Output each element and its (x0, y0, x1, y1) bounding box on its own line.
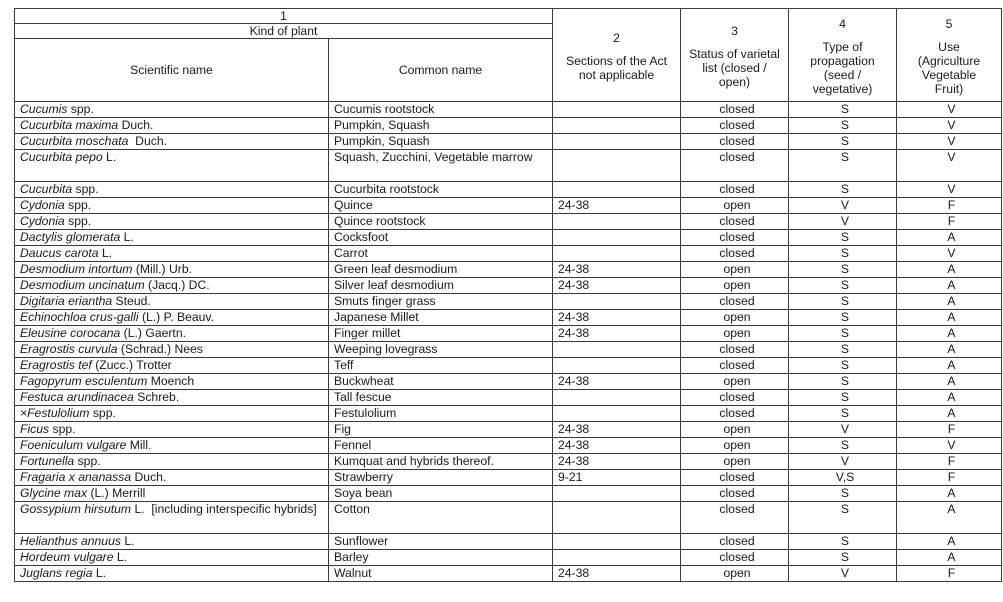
sections-cell: 24-38 (553, 310, 681, 326)
sections-cell (553, 182, 681, 198)
status-cell: closed (681, 230, 789, 246)
sections-cell (553, 246, 681, 262)
scientific-name-cell (15, 502, 329, 534)
table-row (15, 182, 1002, 198)
common-name-cell: Fig (329, 422, 553, 438)
scientific-name-cell (15, 214, 329, 230)
use-cell: A (897, 502, 1002, 534)
scientific-name-cell (15, 550, 329, 566)
sections-cell (553, 406, 681, 422)
sections-cell (553, 534, 681, 550)
status-cell: closed (681, 358, 789, 374)
status-cell: closed (681, 246, 789, 262)
sections-cell (553, 358, 681, 374)
use-cell: V (897, 118, 1002, 134)
scientific-name-cell (15, 310, 329, 326)
species-authority: Duch. (118, 118, 154, 132)
table-row (15, 102, 1002, 118)
table-row (15, 422, 1002, 438)
sections-cell: 24-38 (553, 278, 681, 294)
species-name: Eleusine corocana (20, 326, 121, 340)
species-authority: spp. (64, 214, 92, 228)
scientific-name-cell (15, 422, 329, 438)
table-row (15, 246, 1002, 262)
species-authority: (L.) P. Beauv. (138, 310, 214, 324)
propagation-cell: S (789, 118, 897, 134)
common-name-cell: Fennel (329, 438, 553, 454)
scientific-name-cell (15, 534, 329, 550)
document-page (14, 8, 1001, 582)
propagation-cell: S (789, 534, 897, 550)
common-name-cell: Barley (329, 550, 553, 566)
species-name: Fagopyrum esculentum (20, 374, 148, 388)
scientific-name-cell (15, 326, 329, 342)
species-name: Fortunella (20, 454, 75, 468)
sections-cell: 24-38 (553, 262, 681, 278)
col3-label: Status of varietal list (closed / open) (689, 47, 780, 89)
table-row (15, 150, 1002, 182)
propagation-cell: S (789, 406, 897, 422)
col5-number: 5 (945, 17, 953, 31)
species-authority: L. (120, 534, 135, 548)
common-name-cell: Buckwheat (329, 374, 553, 390)
common-name-cell: Smuts finger grass (329, 294, 553, 310)
use-cell: F (897, 454, 1002, 470)
species-name: Eragrostis curvula (20, 342, 118, 356)
common-name-cell: Walnut (329, 566, 553, 582)
species-name: Ficus (20, 422, 50, 436)
propagation-cell: V (789, 422, 897, 438)
use-cell: V (897, 246, 1002, 262)
status-cell: open (681, 566, 789, 582)
sections-cell (553, 118, 681, 134)
species-name: Cydonia (20, 198, 65, 212)
propagation-cell: S (789, 134, 897, 150)
species-authority: L. (102, 150, 117, 164)
table-body (15, 102, 1002, 582)
common-name-cell: Festulolium (329, 406, 553, 422)
propagation-cell: S (789, 486, 897, 502)
status-cell: closed (681, 470, 789, 486)
table-row (15, 486, 1002, 502)
scientific-name-cell (15, 246, 329, 262)
sections-cell (553, 102, 681, 118)
status-cell: open (681, 454, 789, 470)
scientific-name-cell (15, 230, 329, 246)
sections-cell (553, 230, 681, 246)
sections-cell: 24-38 (553, 454, 681, 470)
species-authority: spp. (74, 454, 101, 468)
col1-number: 1 (15, 9, 553, 24)
propagation-cell: S (789, 150, 897, 182)
table-row (15, 294, 1002, 310)
species-name: Desmodium uncinatum (20, 278, 145, 292)
propagation-cell: S (789, 294, 897, 310)
species-authority: Steud. (112, 294, 151, 308)
status-cell: closed (681, 342, 789, 358)
use-cell: A (897, 294, 1002, 310)
scientific-name-cell (15, 262, 329, 278)
species-name: Cucurbita (20, 182, 73, 196)
kind-of-plant-heading: Kind of plant (15, 24, 553, 39)
common-name-cell: Cucumis rootstock (329, 102, 553, 118)
species-name: Hordeum vulgare (20, 550, 114, 564)
sections-cell (553, 486, 681, 502)
use-cell: F (897, 470, 1002, 486)
use-cell: A (897, 262, 1002, 278)
sections-cell (553, 294, 681, 310)
use-cell: A (897, 406, 1002, 422)
sections-cell: 24-38 (553, 326, 681, 342)
scientific-name-cell (15, 118, 329, 134)
status-cell: closed (681, 406, 789, 422)
common-name-cell: Finger millet (329, 326, 553, 342)
species-authority: spp. (67, 102, 94, 116)
species-authority: Duch. (128, 134, 168, 148)
table-row (15, 198, 1002, 214)
common-name-cell: Squash, Zucchini, Vegetable marrow (329, 150, 553, 182)
scientific-name-cell (15, 438, 329, 454)
species-authority: Moench (147, 374, 195, 388)
status-cell: closed (681, 486, 789, 502)
common-name-cell: Pumpkin, Squash (329, 118, 553, 134)
common-name-cell: Weeping lovegrass (329, 342, 553, 358)
scientific-name-cell (15, 294, 329, 310)
sections-cell (553, 134, 681, 150)
propagation-cell: S (789, 374, 897, 390)
use-cell: A (897, 342, 1002, 358)
species-name: Digitaria eriantha (20, 294, 113, 308)
common-name-cell: Teff (329, 358, 553, 374)
table-row (15, 374, 1002, 390)
table-row (15, 502, 1002, 534)
col3-number: 3 (731, 24, 738, 38)
table-row (15, 390, 1002, 406)
use-cell: A (897, 310, 1002, 326)
status-cell: closed (681, 534, 789, 550)
plant-varieties-table (14, 8, 1002, 582)
propagation-cell: S (789, 326, 897, 342)
col5-label: Use (Agriculture Vegetable Fruit) (917, 40, 981, 96)
col5-header (897, 9, 1002, 102)
col2-header (553, 9, 681, 102)
scientific-name-cell (15, 470, 329, 486)
table-row (15, 470, 1002, 486)
species-name: Fragaria x ananassa (20, 470, 132, 484)
propagation-cell: V (789, 454, 897, 470)
use-cell: V (897, 134, 1002, 150)
propagation-cell: S (789, 310, 897, 326)
species-name: Eragrostis tef (20, 358, 92, 372)
propagation-cell: S (789, 550, 897, 566)
sections-cell: 24-38 (553, 438, 681, 454)
table-header (15, 9, 1002, 102)
scientific-name-cell (15, 390, 329, 406)
table-row (15, 310, 1002, 326)
table-row (15, 550, 1002, 566)
scientific-name-cell (15, 342, 329, 358)
table-row (15, 134, 1002, 150)
status-cell: closed (681, 182, 789, 198)
use-cell: A (897, 486, 1002, 502)
species-authority: L. [including interspecific hybrids] (131, 502, 317, 516)
propagation-cell: S (789, 182, 897, 198)
use-cell: A (897, 230, 1002, 246)
table-row (15, 438, 1002, 454)
species-authority: spp. (89, 406, 116, 420)
use-cell: A (897, 374, 1002, 390)
status-cell: closed (681, 550, 789, 566)
species-authority: Schreb. (133, 390, 180, 404)
species-name: Cucurbita pepo (20, 150, 103, 164)
common-name-cell: Carrot (329, 246, 553, 262)
table-row (15, 454, 1002, 470)
status-cell: closed (681, 294, 789, 310)
common-name-cell: Japanese Millet (329, 310, 553, 326)
propagation-cell: S (789, 358, 897, 374)
col4-number: 4 (839, 17, 846, 31)
table-row (15, 566, 1002, 582)
species-name: Foeniculum vulgare (20, 438, 127, 452)
propagation-cell: V (789, 566, 897, 582)
propagation-cell: S (789, 102, 897, 118)
common-name-cell: Green leaf desmodium (329, 262, 553, 278)
sections-cell: 9-21 (553, 470, 681, 486)
scientific-name-cell (15, 150, 329, 182)
propagation-cell: S (789, 278, 897, 294)
scientific-name-cell (15, 182, 329, 198)
species-authority: L. (92, 566, 107, 580)
table-row (15, 214, 1002, 230)
sections-cell: 24-38 (553, 198, 681, 214)
status-cell: closed (681, 214, 789, 230)
sections-cell (553, 214, 681, 230)
use-cell: V (897, 438, 1002, 454)
species-name: Dactylis glomerata (20, 230, 121, 244)
use-cell: A (897, 550, 1002, 566)
propagation-cell: V (789, 198, 897, 214)
status-cell: open (681, 198, 789, 214)
species-authority: spp. (64, 198, 92, 212)
scientific-name-cell (15, 566, 329, 582)
sections-cell (553, 150, 681, 182)
sections-cell: 24-38 (553, 422, 681, 438)
use-cell: V (897, 102, 1002, 118)
species-name: Festuca arundinacea (20, 390, 134, 404)
species-authority: spp. (72, 182, 99, 196)
common-name-cell: Quince (329, 198, 553, 214)
use-cell: F (897, 422, 1002, 438)
species-authority: L. (98, 246, 113, 260)
col2-number: 2 (613, 31, 620, 45)
col3-header (681, 9, 789, 102)
status-cell: open (681, 422, 789, 438)
propagation-cell: S (789, 230, 897, 246)
propagation-cell: S (789, 390, 897, 406)
common-name-heading: Common name (329, 39, 553, 102)
species-name: Cucumis (20, 102, 68, 116)
species-name: ×Festulolium (20, 406, 90, 420)
scientific-name-cell (15, 406, 329, 422)
species-authority: (L.) Gaertn. (120, 326, 186, 340)
species-authority: spp. (49, 422, 76, 436)
status-cell: open (681, 374, 789, 390)
status-cell: closed (681, 390, 789, 406)
use-cell: A (897, 278, 1002, 294)
species-authority: (L.) Merrill (87, 486, 146, 500)
common-name-cell: Kumquat and hybrids thereof. (329, 454, 553, 470)
propagation-cell: S (789, 438, 897, 454)
table-row (15, 118, 1002, 134)
status-cell: open (681, 326, 789, 342)
use-cell: V (897, 150, 1002, 182)
species-authority: Duch. (131, 470, 167, 484)
sections-cell (553, 390, 681, 406)
use-cell: A (897, 358, 1002, 374)
species-authority: (Mill.) Urb. (132, 262, 193, 276)
col4-header (789, 9, 897, 102)
table-row (15, 534, 1002, 550)
status-cell: open (681, 438, 789, 454)
propagation-cell: V,S (789, 470, 897, 486)
scientific-name-cell (15, 374, 329, 390)
scientific-name-cell (15, 278, 329, 294)
use-cell: A (897, 534, 1002, 550)
species-authority: (Jacq.) DC. (144, 278, 210, 292)
table-row (15, 342, 1002, 358)
species-authority: Mill. (126, 438, 152, 452)
scientific-name-cell (15, 486, 329, 502)
species-name: Cydonia (20, 214, 65, 228)
species-name: Juglans regia (20, 566, 93, 580)
use-cell: F (897, 566, 1002, 582)
species-authority: (Schrad.) Nees (117, 342, 203, 356)
common-name-cell: Sunflower (329, 534, 553, 550)
use-cell: V (897, 182, 1002, 198)
status-cell: closed (681, 134, 789, 150)
propagation-cell: S (789, 246, 897, 262)
scientific-name-cell (15, 358, 329, 374)
species-name: Helianthus annuus (20, 534, 121, 548)
col2-label: Sections of the Act not applicable (566, 54, 667, 82)
scientific-name-cell (15, 198, 329, 214)
propagation-cell: S (789, 342, 897, 358)
table-row (15, 278, 1002, 294)
common-name-cell: Soya bean (329, 486, 553, 502)
scientific-name-cell (15, 454, 329, 470)
sections-cell: 24-38 (553, 566, 681, 582)
propagation-cell: V (789, 214, 897, 230)
sections-cell: 24-38 (553, 374, 681, 390)
common-name-cell: Quince rootstock (329, 214, 553, 230)
species-authority: L. (113, 550, 128, 564)
species-name: Gossypium hirsutum (20, 502, 132, 516)
scientific-name-heading: Scientific name (15, 39, 329, 102)
use-cell: F (897, 214, 1002, 230)
sections-cell (553, 342, 681, 358)
common-name-cell: Cucurbita rootstock (329, 182, 553, 198)
status-cell: open (681, 310, 789, 326)
status-cell: closed (681, 118, 789, 134)
use-cell: F (897, 198, 1002, 214)
species-authority: L. (120, 230, 134, 244)
propagation-cell: S (789, 502, 897, 534)
propagation-cell: S (789, 262, 897, 278)
species-authority: (Zucc.) Trotter (91, 358, 172, 372)
common-name-cell: Cotton (329, 502, 553, 534)
sections-cell (553, 550, 681, 566)
use-cell: A (897, 390, 1002, 406)
status-cell: closed (681, 150, 789, 182)
status-cell: open (681, 278, 789, 294)
table-row (15, 358, 1002, 374)
status-cell: open (681, 262, 789, 278)
species-name: Cucurbita maxima (20, 118, 119, 132)
common-name-cell: Tall fescue (329, 390, 553, 406)
species-name: Desmodium intortum (20, 262, 133, 276)
scientific-name-cell (15, 134, 329, 150)
sections-cell (553, 502, 681, 534)
species-name: Cucurbita moschata (20, 134, 129, 148)
common-name-cell: Silver leaf desmodium (329, 278, 553, 294)
table-row (15, 262, 1002, 278)
status-cell: closed (681, 102, 789, 118)
col4-label: Type of propagation (seed / vegetative) (810, 40, 875, 96)
table-row (15, 406, 1002, 422)
species-name: Echinochloa crus-galli (20, 310, 139, 324)
common-name-cell: Pumpkin, Squash (329, 134, 553, 150)
scientific-name-cell (15, 102, 329, 118)
species-name: Daucus carota (20, 246, 99, 260)
species-name: Glycine max (20, 486, 88, 500)
table-row (15, 326, 1002, 342)
common-name-cell: Strawberry (329, 470, 553, 486)
use-cell: A (897, 326, 1002, 342)
status-cell: closed (681, 502, 789, 534)
table-row (15, 230, 1002, 246)
common-name-cell: Cocksfoot (329, 230, 553, 246)
